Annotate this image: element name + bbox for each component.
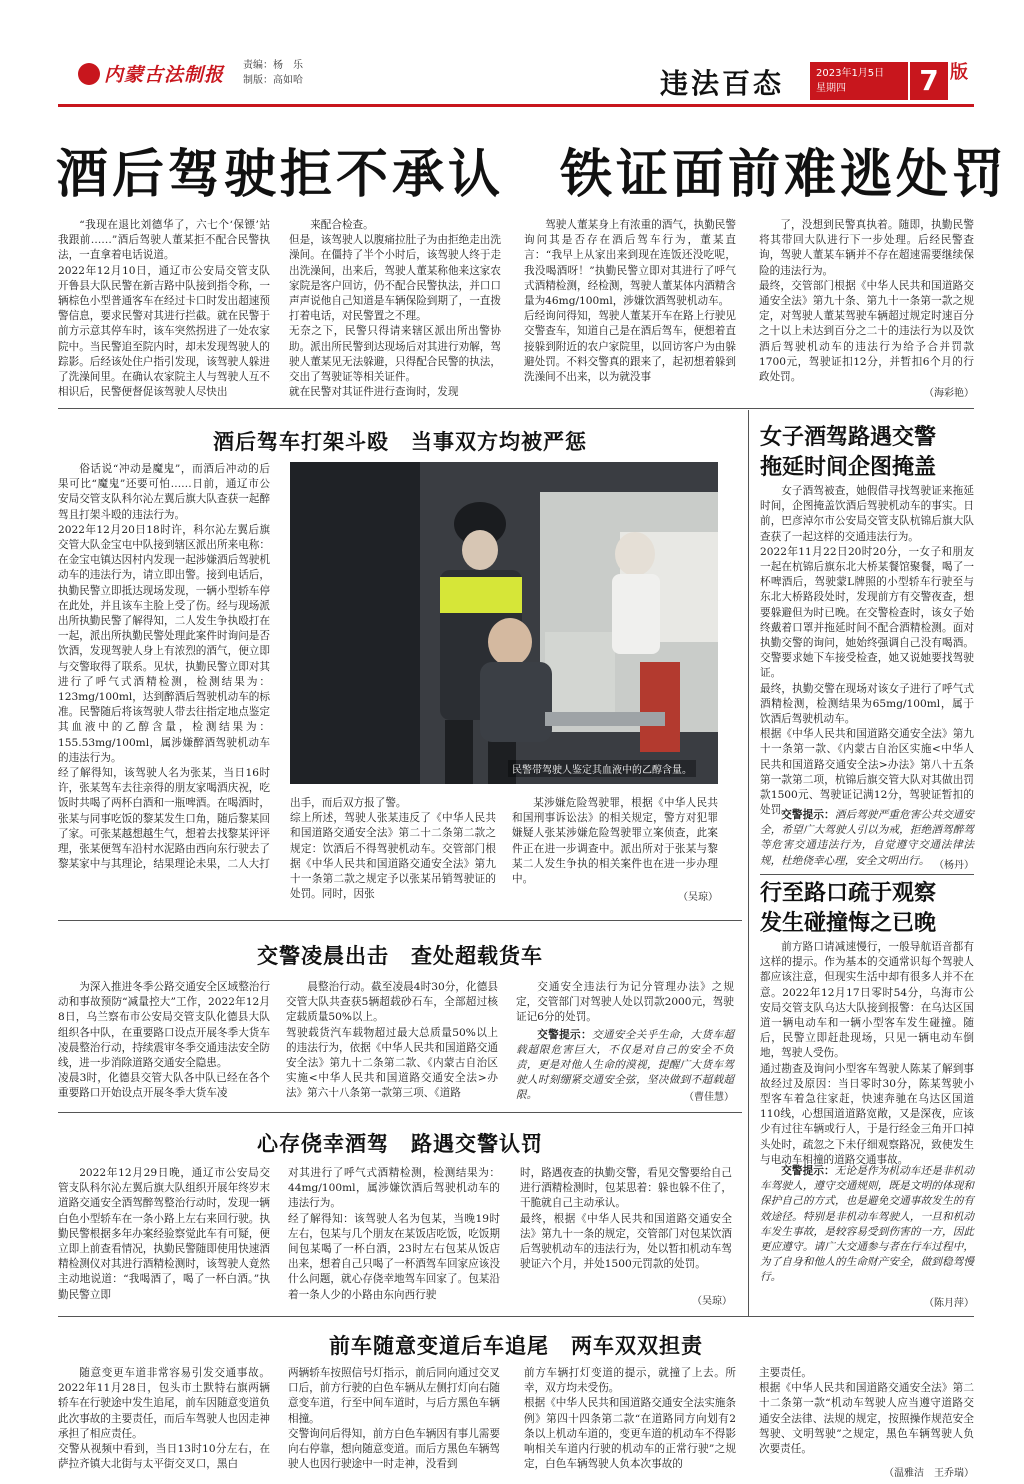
woman-body: 女子酒驾被查，她假借寻找驾驶证来拖延时间，企图掩盖饮酒后驾驶机动车的事实。日前，巴彦淖尔市公安局交管支队杭锦后旗大队查获了一起这样的交通违法行为。 2022年11月22日20时20分，一女子和朋友一起在杭锦后旗东北大桥某餐馆聚餐，喝了一杯啤酒后，驾驶蒙L牌照的小型轿车行驶至与东北大桥路段处时，发现前方有交警夜查，想要躲避但为时已晚。在交警检查时，该女子始终戴着口罩并拖延时间不配合酒精检测。面对执勤交警的询问，她始终强调自己没有喝酒。交警要求她下车接受检查，她又说她要找驾驶证。 最终，执勤交警在现场对该女子进行了呼气式酒精检测，检测结果为65mg/100ml，属于饮酒后驾驶机动车。 根据《中华人民共和国道路交通安全法》第九十一条第一款、《内蒙古自治区实施<中华人民共和国道路交通安全法>办法》第八十五条第一款第二项，杭锦后旗交管大队对其做出罚款1500元、驾驶证记满12分，驾驶证暂扣的处罚。 [760, 485, 974, 817]
column-divider [748, 410, 749, 1316]
divider [58, 1316, 974, 1317]
crossing-body: 前方路口请减速慢行，一般导航语音都有这样的提示。作为基本的交通常识每个驾驶人都应该注意，但现实生活中却有很多人并不在意。2022年12月17日零时54分，乌海市公安局交管支队乌达大队接到报警：在乌达区国道一辆电动车和一辆小型客车发生碰撞。随后，民警立即赶赴现场，只见一辆电动车倒地，驾驶人受伤。 通过勘查及询问小型客车驾驶人陈某了解到事故经过及原因：当日零时30分，陈某驾驶小型客车着急往家赶，快速奔驰在乌达区国道110线，心想国道道路宽敞，又是深夜，应该少有过往车辆或行人，于是行经金三角开口掉头处时，疏忽之下未仔细观察路况，致使发生与电动车相撞的道路交通事故。 [760, 941, 974, 1166]
woman-hint-label: 交警提示： [781, 809, 835, 821]
police-photo [290, 462, 718, 784]
lead-column-1: “我现在退比刘德华了，六七个‘保镖’站我跟前……”酒后驾驶人董某拒不配合民警执法，一直拿着电话说道。 2022年12月10日，通辽市公安局交管支队开鲁县大队民警在新吉路中队接到指令称，一辆棕色小型普通客车在经过卡口时发出超速预警信息，要求民警对其进行拦截。就在民警于前方示意其停车时，该车突然拐进了一处农家院中。当民警追至院内时，却未发现驾驶人的踪影。后经该处住户指引发现，该驾驶人躲进了洗澡间里。在确认农家院主人与驾驶人互不相识后，民警便督促该驾驶人尽快出 [58, 219, 270, 399]
editor-name: 责编：杨 乐 [243, 60, 303, 71]
masthead-rule [58, 104, 974, 107]
overload-hint-label: 交警提示： [537, 1028, 592, 1041]
luck-column-3: 时，路遇夜查的执勤交警，看见交警要给自己进行酒精检测时，包某思着：躲也躲不住了，干脆就自己主动承认。 最终，根据《中华人民共和国道路交通安全法》第九十一条的规定，交管部门对包某饮酒后驾驶机动车的违法行为，处以暂扣机动车驾驶证六个月，并处1500元罚款的处罚。 [520, 1167, 732, 1271]
overload-column-2: 晨整治行动。截至凌晨4时30分，化德县交管大队共查获5辆超载砂石车，全部超过核定载质量50%以上。 驾驶载货汽车载物超过最大总质量50%以上的违法行为，依据《中华人民共和国道路交通安全法》第九十二条第二款、《内蒙古自治区实施<中华人民共和国道路交通安全法>办法》第六十八条第一款第三项、《道路 [286, 981, 498, 1100]
paper-name: 内蒙古法制报 [104, 64, 225, 86]
fight-headline: 酒后驾车打架斗殴 当事双方均被严惩 [213, 429, 587, 454]
issue-weekday: 星期四 [816, 83, 846, 94]
rearend-column-3: 前方车辆打灯变道的提示，就撞了上去。所幸，双方均未受伤。 根据《中华人民共和国道路交通安全法实施条例》第四十四条第二款“在道路同方向划有2条以上机动车道的，变更车道的机动车不得影响相关车道内行驶的机动车的正常行驶”之规定，白色车辆驾驶人负本次事故的 [524, 1367, 736, 1471]
luck-byline: （吴琼） [692, 1296, 732, 1307]
rearend-headline: 前车随意变道后车追尾 两车双双担责 [329, 1333, 703, 1358]
rearend-byline: （温雅洁 王乔瑞） [884, 1468, 974, 1479]
fight-byline: （吴琼） [678, 892, 718, 903]
divider [58, 1112, 742, 1113]
overload-column-1: 为深入推进冬季公路交通安全区域整治行动和事故预防“减量控大”工作，2022年12月8日，乌兰察布市公安局交管支队化德县大队组织各中队，在重要路口设点开展冬季大货车凌晨整治行动，持续震审冬季交通违法安全防线，进一步消除道路交通安全隐患。 凌晨3时，化德县交管大队各中队已经在各个重要路口开始设点开展冬季大货车凌 [58, 981, 270, 1100]
crossing-byline: （陈月萍） [924, 1298, 974, 1309]
date-box [810, 62, 908, 100]
crossing-hint [760, 1164, 974, 1286]
lead-byline: （海彩艳） [924, 388, 974, 399]
woman-hint-text: 酒后驾驶严重危害公共交通安全，希望广大驾驶人引以为戒，拒绝酒驾醉驾等危害交通违法行为，自觉遵守交通法律法规，杜绝侥幸心理，安全文明出行。 [760, 809, 974, 867]
fight-column-2: 出手，而后双方报了警。 综上所述，驾驶人张某违反了《中华人民共和国道路交通安全法》第二十二条第二款之规定：饮酒后不得驾驶机动车。交管部门根据《中华人民共和国道路交通安全法》第九十一条第二款之规定予以张某吊销驾驶证的处罚。同时，因张 [290, 797, 496, 901]
crossing-headline: 行至路口疏于观察 发生碰撞悔之已晚 [760, 880, 959, 936]
newspaper-logo [78, 60, 236, 84]
woman-byline: （杨丹） [934, 860, 974, 871]
lead-headline: 酒后驾驶拒不承认 铁证面前难逃处罚 [56, 144, 1009, 205]
logo-emblem-icon [78, 63, 100, 85]
luck-column-1: 2022年12月29日晚，通辽市公安局交管支队科尔沁左翼后旗大队组织开展年终岁末道路交通安全酒驾醉驾整治行动时，发现一辆白色小型轿车在一条小路上左右来回行驶。执勤民警根据多年办案经验察觉此车有可疑，便立即上前查看情况，执勤民警随即使用快速酒精检测仪对其进行酒精检测时，该驾驶人竟然主动地说道：“我喝酒了，喝了一杯白酒。”执勤民警立即 [58, 1167, 270, 1301]
lead-column-3: 驾驶人董某身上有浓重的酒气，执勤民警询问其是否存在酒后驾车行为，董某直言：“我早上从家出来到现在连饭还没吃呢，我没喝酒呀！”执勤民警立即对其进行了呼气式酒精检测，经检测，驾驶人董某体内酒精含量为46mg/100ml，涉嫌饮酒驾驶机动车。 后经询问得知，驾驶人董某开车在路上行驶见交警查车，知道自己是在酒后驾车，便想着直接躲到附近的农户家院里，以回访客户为由躲避处罚。不料交警真的跟来了，起初想着躲到洗澡间不出来，以为就没事 [524, 219, 736, 384]
divider [58, 408, 974, 409]
divider [58, 920, 742, 921]
page-label: 版 [950, 62, 968, 83]
divider [760, 874, 974, 875]
issue-date: 2023年1月5日 [816, 68, 885, 79]
overload-hint-text: 交通安全关乎生命，大货车超载超限危害巨大，不仅是对自己的安全不负责，更是对他人生命的漠视，提醒广大货车驾驶人时刻绷紧交通安全弦，坚决做到不超载超限。 [516, 1028, 735, 1102]
section-title: 违法百态 [660, 67, 785, 100]
rearend-column-1: 随意变更车道非常容易引发交通事故。2022年11月28日，包头市土默特右旗两辆轿车在行驶途中发生追尾，前车因随意变道负此次事故的主要责任，而后车驾驶人也因走神承担了相应责任。 交警从视频中看到，当日13时10分左右，在萨拉齐镇大北街与太平街交叉口，黑白 [58, 1367, 270, 1471]
rearend-column-4: 主要责任。 根据《中华人民共和国道路交通安全法》第二十二条第一款“机动车驾驶人应当遵守道路交通安全法律、法规的规定，按照操作规范安全驾驶、文明驾驶”之规定，黑色车辆驾驶人负次要责任。 [759, 1367, 974, 1456]
lead-column-4: 了，没想到民警真执着。随即，执勤民警将其带回大队进行下一步处理。后经民警查询，驾驶人董某车辆并不存在超速需要继续保险的违法行为。 最终，交管部门根据《中华人民共和国道路交通安全法》第九十条、第九十一条第一款之规定，对驾驶人董某驾驶车辆超过规定时速百分之十以上未达到百分之二十的违法行为以及饮酒后驾驶机动车的违法行为给予合并罚款1700元，驾驶证扣12分，并暂扣6个月的行政处罚。 [759, 219, 974, 384]
luck-headline: 心存侥幸酒驾 路遇交警认罚 [257, 1131, 543, 1156]
overload-column-3 [516, 980, 734, 1100]
overload-byline: （曹佳慧） [684, 1092, 734, 1103]
woman-headline: 女子酒驾路遇交警 拖延时间企图掩盖 [760, 424, 959, 480]
crossing-hint-label: 交警提示： [781, 1165, 835, 1177]
luck-column-2: 对其进行了呼气式酒精检测，检测结果为：44mg/100ml，属涉嫌饮酒后驾驶机动车的违法行为。 经了解得知：该驾驶人名为包某，当晚19时左右，包某与几个朋友在某饭店吃饭，吃饭期间包某喝了一杯白酒，23时左右包某从饭店出来，想着自己只喝了一杯酒驾车回家应该没什么问题，就心存侥幸地驾车回家了。包某沿着一条人少的小路由东向西行驶 [288, 1167, 500, 1301]
overload-text: 交通安全违法行为记分管理办法》之规定，交管部门对驾驶人处以罚款2000元，驾驶证记6分的处罚。 [516, 981, 734, 1024]
rearend-column-2: 两辆轿车按照信号灯指示，前后同向通过交叉口后，前方行驶的白色车辆从左侧打灯向右随意变车道，行至中间车道时，与后方黑色车辆相撞。 交警询问后得知，前方白色车辆因有事儿需要向右停靠，想向随意变道。而后方黑色车辆驾驶人也因行驶途中一时走神，没看到 [288, 1367, 500, 1471]
fight-column-1: 俗话说“冲动是魔鬼”，而酒后冲动的后果可比“魔鬼”还要可怕……日前，通辽市公安局交管支队科尔沁左翼后旗大队查获一起醉驾且打架斗殴的违法行为。 2022年12月20日18时许，科尔沁左翼后旗交管大队金宝屯中队接到辖区派出所来电称：在金宝屯镇达因村内发现一起涉嫌酒后驾驶机动车的违法行为，请立即出警。接到电话后，执勤民警立即抵达现场发现，一辆小型轿车停在此处，并且该车主脸上受了伤。经与现场派出所执勤民警了解得知，二人发生争执殴打在一起，派出所执勤民警处理此案件时询问是否饮酒，发现驾驶人身上有浓烈的酒气，便立即与交警取得了联系。见状，执勤民警立即对其进行了呼气式酒精检测，检测结果为：123mg/100ml，达到醉酒后驾驶机动车的标准。民警随后将该驾驶人带去往指定地点鉴定其血液中的乙醇含量，检测结果为：155.53mg/100ml，属涉嫌醉酒驾驶机动车的违法行为。 经了解得知，该驾驶人名为张某，当日16时许，张某驾车去往亲得的朋友家喝酒庆祝，吃饭时共喝了两杯白酒和一瓶啤酒。在喝酒时，张某与同事吃饭的黎某发生口角，随后黎某回了家。可张某越想越生气，想着去找黎某评评理，张某便驾车沿村水泥路由西向东行驶去了黎某家中与其理论，结果理论未果，二人大打 [58, 463, 270, 871]
editor-credits [243, 58, 303, 88]
fight-column-3: 某涉嫌危险驾驶罪，根据《中华人民共和国刑事诉讼法》的相关规定，警方对犯罪嫌疑人张某涉嫌危险驾驶罪立案侦查，此案件正在进一步调查中。派出所对于张某与黎某二人发生争执的相关案件也在进一步办理中。 [512, 797, 718, 886]
lead-column-2: 来配合检查。 但是，该驾驶人以腹痛拉肚子为由拒绝走出洗澡间。在僵持了半个小时后，该驾驶人终于走出洗澡间，出来后，驾驶人董某称他来这家农家院是客户回访，仍不配合民警执法，并口口声声说他自己知道是车辆保险到期了，一直拨打着电话，对民警置之不理。 无奈之下，民警只得请来辖区派出所出警协助。派出所民警到达现场后对其进行劝解，驾驶人董某见无法躲避，只得配合民警的执法，交出了驾驶证等相关证件。 就在民警对其证件进行查询时，发现 [289, 219, 501, 399]
layout-name: 制版：高如哈 [243, 75, 303, 86]
overload-headline: 交警凌晨出击 查处超载货车 [257, 943, 543, 968]
crossing-hint-text: 无论是作为机动车还是非机动车驾驶人，遵守交通规则，既是文明的体现和保护自己的方式，也是避免交通事故发生的有效途径。特别是非机动车驾驶人，一旦和机动车发生事故，是较容易受到伤害的一方，因此更应遵守。请广大交通参与者在行车过程中，为了自身和他人的生命财产安全，做到稳驾慢行。 [760, 1165, 974, 1284]
photo-illustration [290, 462, 718, 784]
page-number: 7 [910, 62, 948, 100]
photo-caption: 民警带驾驶人鉴定其血液中的乙醇含量。 [508, 760, 696, 777]
